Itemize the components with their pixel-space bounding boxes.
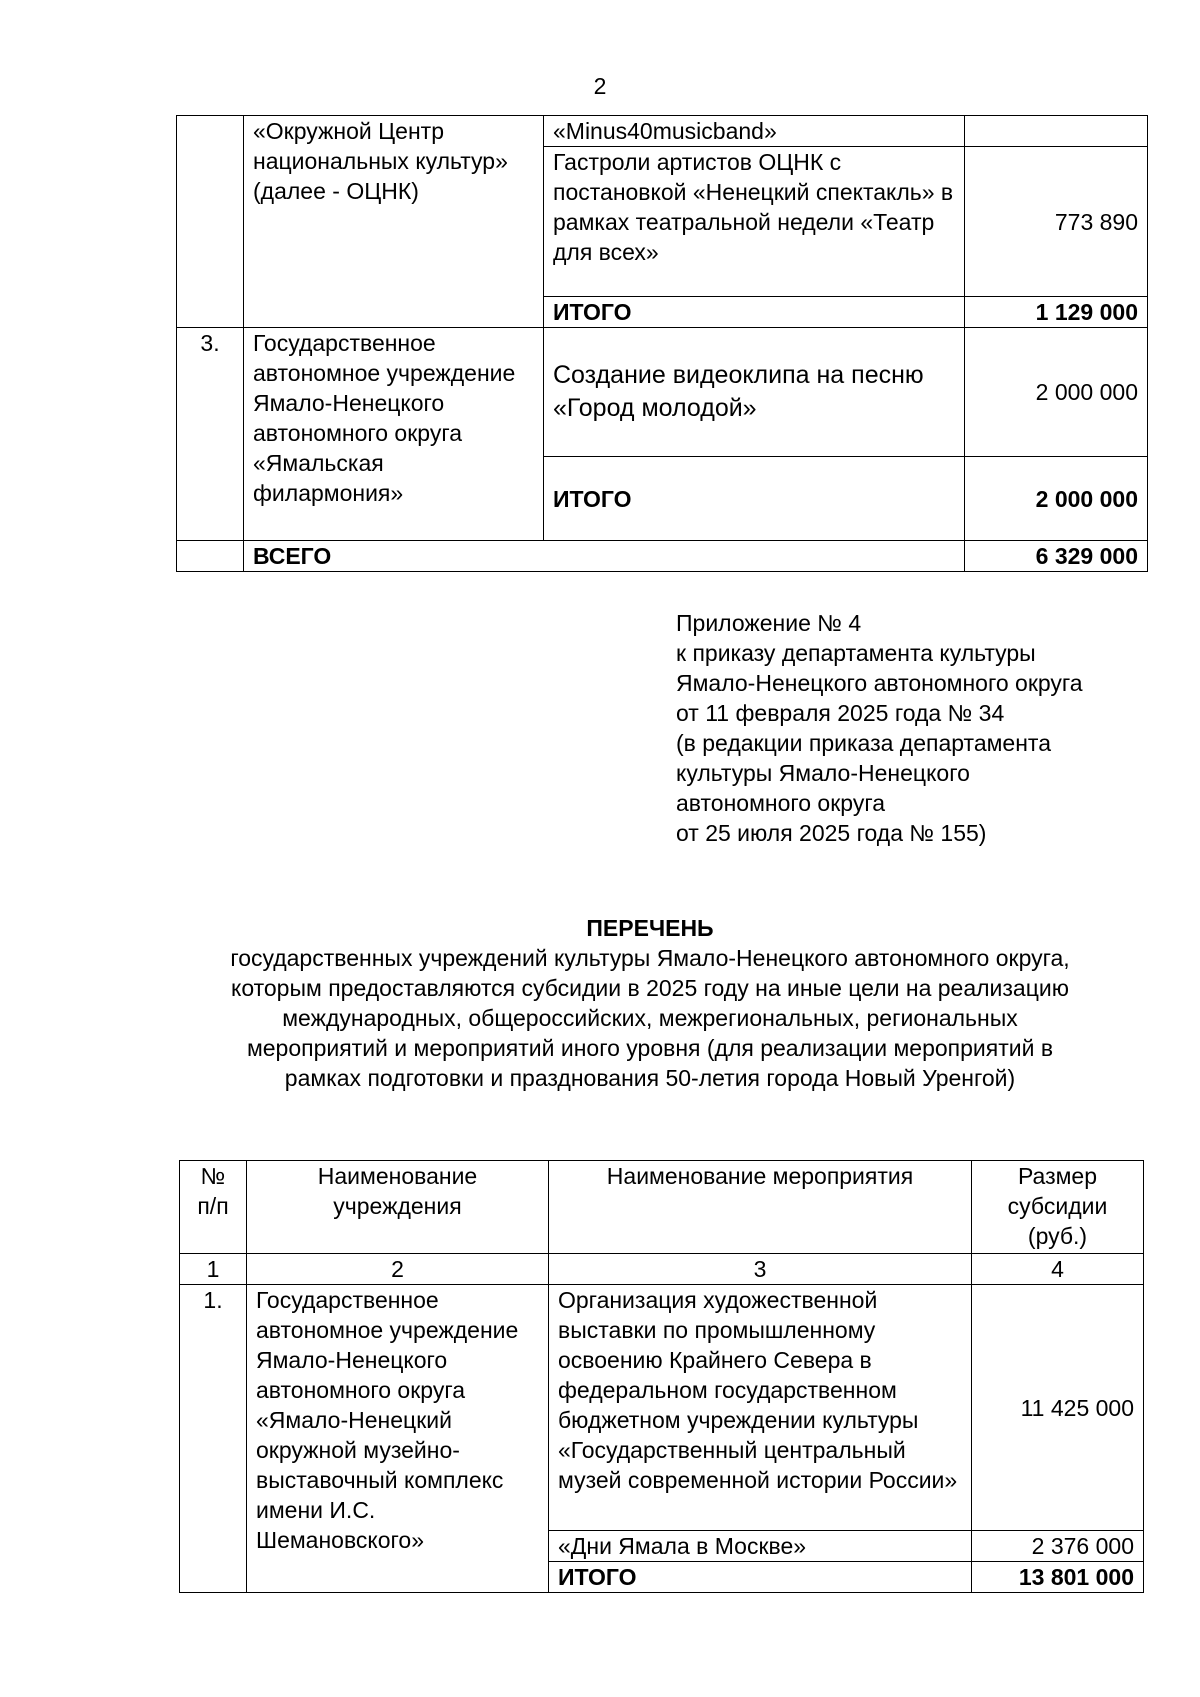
grand-total-label-cell: [244, 541, 965, 572]
org-name-cell: [247, 1285, 549, 1593]
header-label: № п/п: [197, 1163, 229, 1219]
total-label: ИТОГО: [553, 485, 632, 512]
amount-cell: [972, 1531, 1144, 1562]
header-cell-org: [247, 1161, 549, 1254]
grand-total-label: ВСЕГО: [253, 543, 332, 569]
total-amount-cell: [972, 1562, 1144, 1593]
column-number-cell: [549, 1254, 972, 1285]
header-cell-number: [180, 1161, 247, 1254]
amount-cell: [965, 147, 1148, 297]
page-number: 2: [593, 73, 607, 99]
event-name: Гастроли артистов ОЦНК с постановкой «Ненецкий спектакль» в рамках театральной недели «Театр для всех»: [553, 149, 954, 265]
title-line: которым предоставляются субсидии в 2025 году на иные цели на реализацию: [231, 975, 1069, 1001]
event-name: «Minus40musicband»: [553, 118, 777, 144]
total-amount: 2 000 000: [1035, 485, 1138, 512]
event-name-cell: [549, 1285, 972, 1531]
header-cell-event: [549, 1161, 972, 1254]
appendix-header: Приложение № 4 к приказу департамента культуры Ямало-Ненецкого автономного округа от 11 февраля 2025 года № 34 (в редакции приказа департамента культуры Ямало-Ненецкого автономного округа от 25 июля 2025 года № 155): [676, 610, 1083, 846]
document-title-block: [150, 913, 1150, 1093]
header-label: Наименование учреждения: [317, 1163, 478, 1219]
amount: 773 890: [1054, 208, 1138, 235]
column-number-cell: [180, 1254, 247, 1285]
amount-cell: [972, 1285, 1144, 1531]
column-number-cell: [972, 1254, 1144, 1285]
total-label: ИТОГО: [558, 1564, 637, 1590]
event-name: Организация художественной выставки по промышленному освоению Крайнего Севера в федеральном государственном бюджетном учреждении культуры «Государственный центральный музей современной истории России»: [558, 1287, 958, 1493]
row-number: 3.: [200, 330, 220, 356]
column-number: 1: [206, 1256, 220, 1282]
column-number-cell: [247, 1254, 549, 1285]
title-line: рамках подготовки и празднования 50-летия города Новый Уренгой): [284, 1065, 1016, 1091]
total-amount-cell: [965, 457, 1148, 541]
event-name-cell: [544, 116, 965, 147]
grand-total-amount: 6 329 000: [1035, 543, 1138, 569]
org-name: Государственное автономное учреждение Ямало-Ненецкого автономного округа «Ямало-Ненецкий окружной музейно-выставочный комплекс имени И.С. Шемановского»: [256, 1287, 519, 1553]
event-name-cell: [544, 147, 965, 297]
total-label-cell: [549, 1562, 972, 1593]
total-amount-cell: [965, 297, 1148, 328]
subsidy-table-continued: [176, 115, 1148, 572]
column-number: 3: [753, 1256, 767, 1282]
total-label: ИТОГО: [553, 299, 632, 325]
org-name-cell: [244, 328, 544, 541]
org-name: «Окружной Центр национальных культур» (далее - ОЦНК): [253, 118, 508, 204]
title-line: международных, общероссийских, межрегиональных, региональных: [282, 1005, 1018, 1031]
total-amount: 13 801 000: [1018, 1564, 1134, 1590]
header-label: Размер субсидии (руб.): [1007, 1163, 1108, 1249]
row-number-cell: [180, 1285, 247, 1593]
total-amount: 1 129 000: [1035, 299, 1138, 325]
amount: 11 425 000: [1020, 1394, 1134, 1421]
org-name: Государственное автономное учреждение Ямало-Ненецкого автономного округа «Ямальская филармония»: [253, 330, 516, 506]
amount: 2 376 000: [1031, 1533, 1134, 1559]
title-line: государственных учреждений культуры Ямало-Ненецкого автономного округа,: [230, 945, 1070, 971]
subsidy-table: [179, 1160, 1144, 1593]
column-number: 4: [1051, 1256, 1064, 1282]
event-name: «Дни Ямала в Москве»: [558, 1533, 807, 1559]
event-name-cell: [549, 1531, 972, 1562]
row-number-cell: [177, 541, 244, 572]
header-cell-amount: [972, 1161, 1144, 1254]
total-label-cell: [544, 297, 965, 328]
title-line: мероприятий и мероприятий иного уровня (для реализации мероприятий в: [246, 1035, 1054, 1061]
total-label-cell: [544, 457, 965, 541]
amount-cell: [965, 328, 1148, 457]
grand-total-amount-cell: [965, 541, 1148, 572]
amount-cell: [965, 116, 1148, 147]
row-number-cell: [177, 328, 244, 541]
header-label: Наименование мероприятия: [606, 1163, 914, 1189]
column-number: 2: [391, 1256, 404, 1282]
row-number: 1.: [203, 1287, 223, 1313]
event-name-cell: [544, 328, 965, 457]
document-title: ПЕРЕЧЕНЬ: [586, 915, 714, 941]
row-number-cell: [177, 116, 244, 328]
org-name-cell: [244, 116, 544, 328]
amount: 2 000 000: [1035, 379, 1138, 405]
event-name: Создание видеоклипа на песню «Город молодой»: [553, 361, 924, 422]
